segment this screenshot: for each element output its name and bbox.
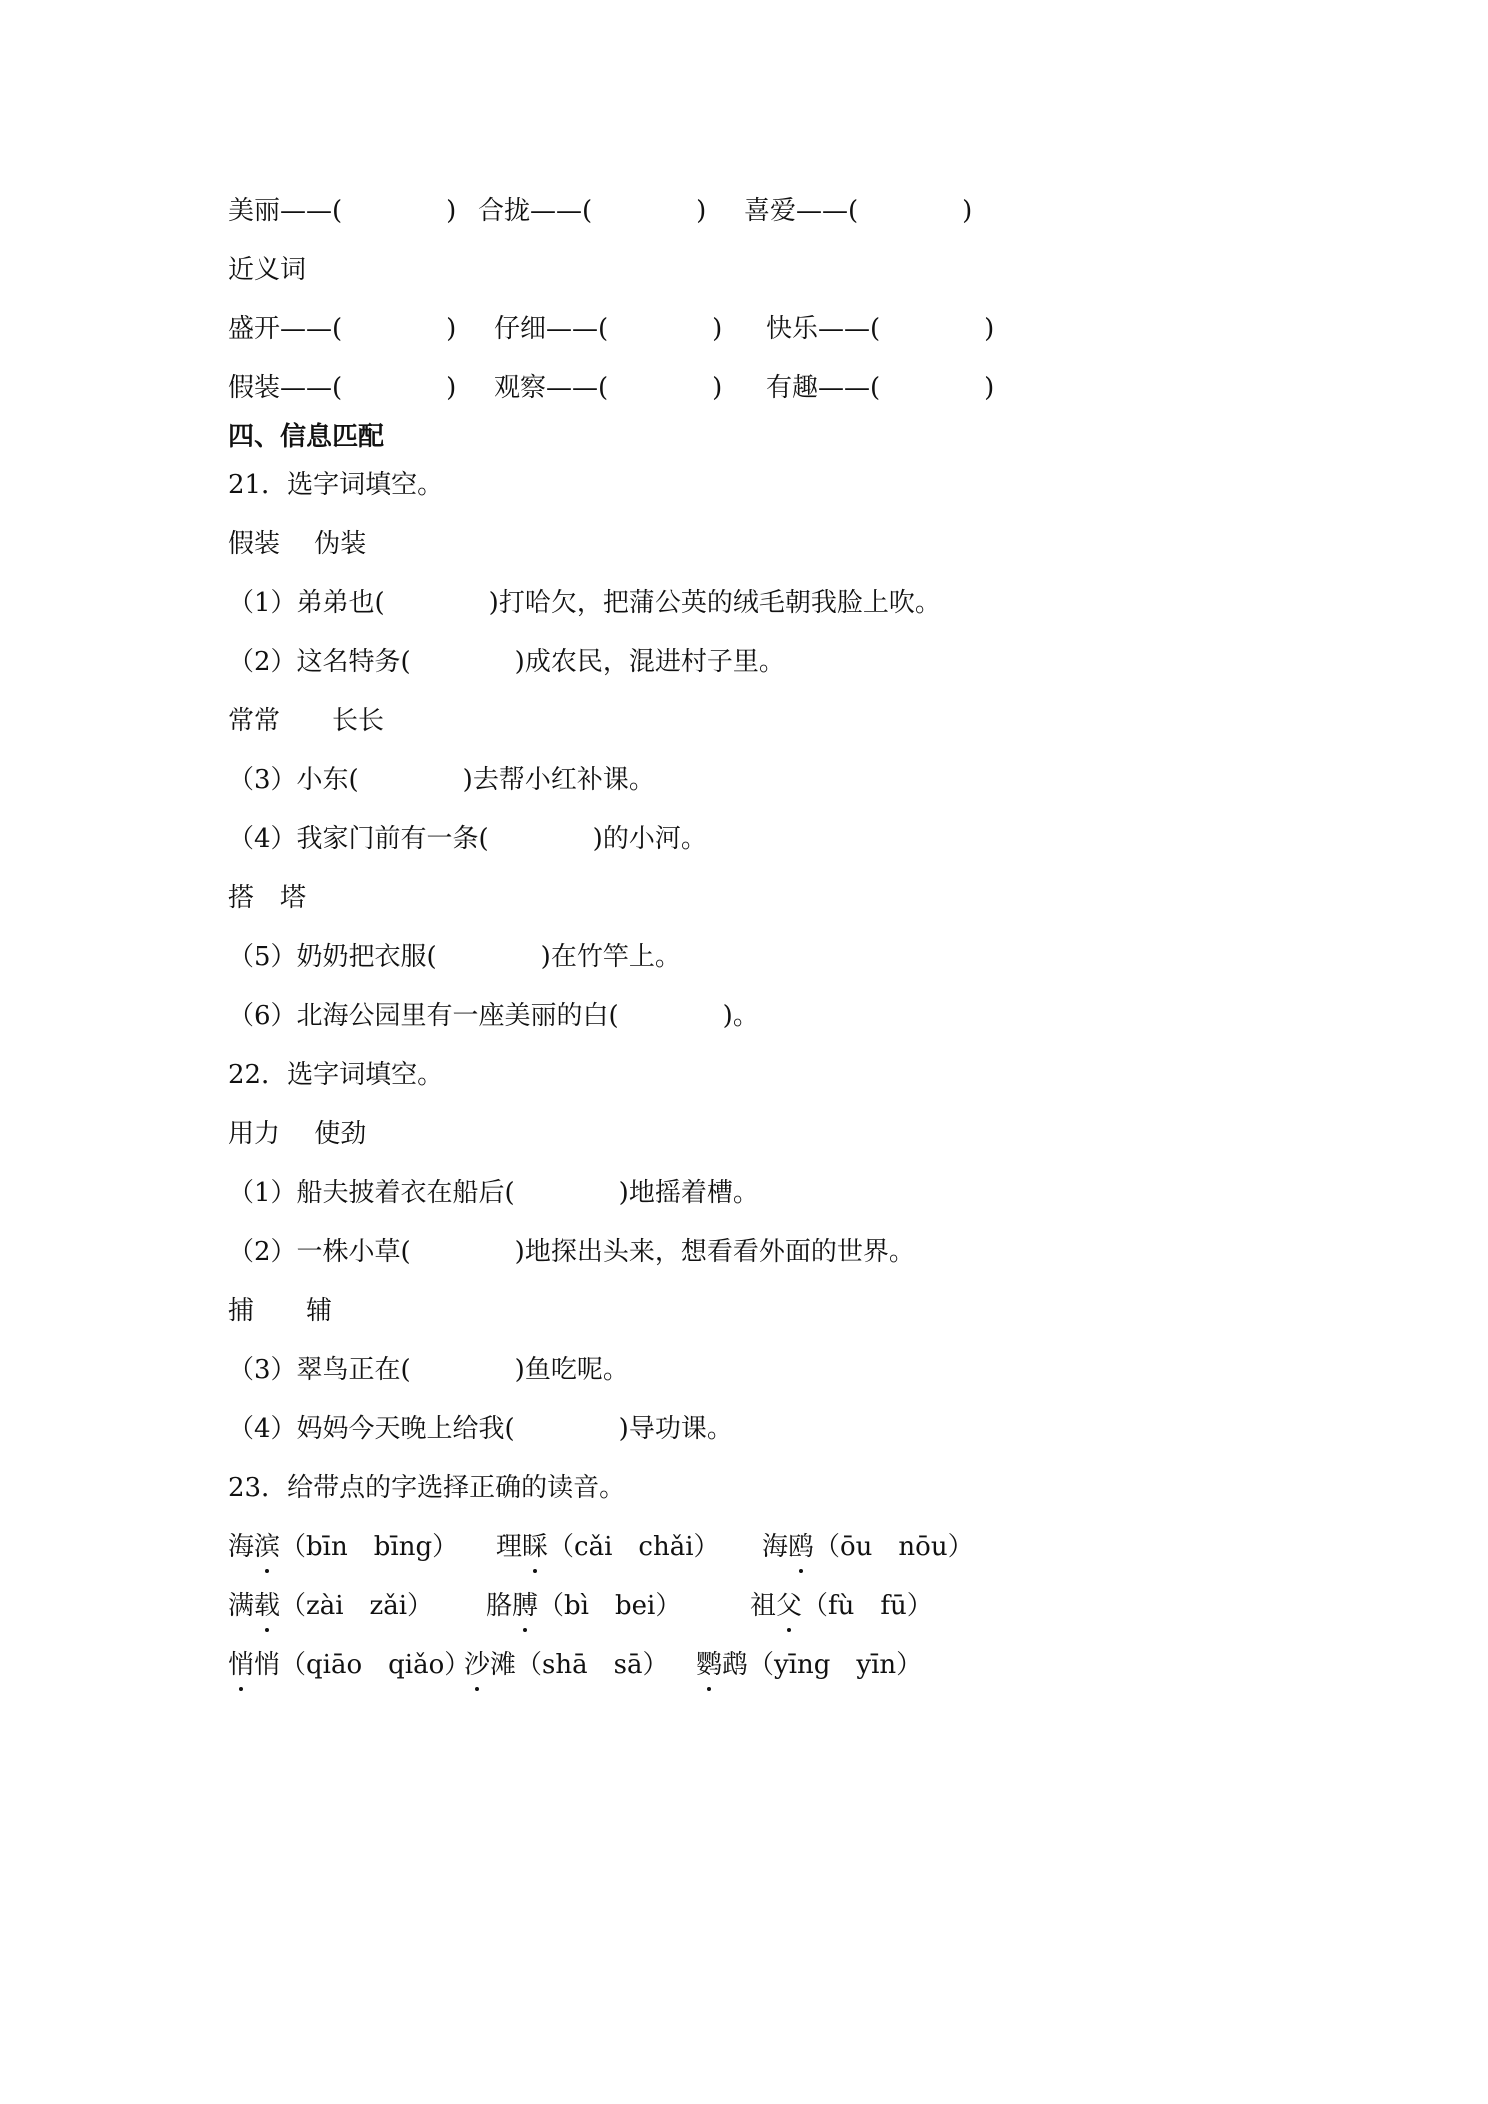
pinyin-options: （yīng yīn） [748,1650,923,1680]
synonym-row [228,371,995,405]
fill-sentence: （1）弟弟也( )打哈欠，把蒲公英的绒毛朝我脸上吹。 [228,588,941,618]
word-choices: 常常 长长 [228,706,385,736]
pinyin-item: 沙滩（shā sā） [464,1650,669,1680]
pinyin-item: 满载（zài zǎi） [228,1591,434,1621]
question-title: 23．给带点的字选择正确的读音。 [228,1473,626,1503]
pinyin-options: （fù fū） [802,1591,933,1621]
fill-sentence: （4）妈妈今天晚上给我( )导功课。 [228,1414,733,1444]
pinyin-row [228,1530,974,1564]
pinyin-options: （bīn bīng） [280,1532,459,1562]
pinyin-options: （shā sā） [516,1650,669,1680]
synonym-item: 快乐——( ) [766,314,995,344]
fill-sentence: （6）北海公园里有一座美丽的白( )。 [228,1001,759,1031]
pinyin-row [228,1589,933,1623]
fill-sentence: （2）这名特务( )成农民，混进村子里。 [228,647,785,677]
section-title: 四、信息匹配 [228,422,385,452]
dotted-char: 沙 [464,1650,491,1680]
synonym-item: 观察——( ) [494,373,723,403]
fill-sentence: （5）奶奶把衣服( )在竹竿上。 [228,942,681,972]
antonym-item: 美丽——( ) [228,196,457,226]
pinyin-item: 理睬（cǎi chǎi） [496,1532,720,1562]
synonym-heading: 近义词 [228,255,307,285]
question-title: 21．选字词填空。 [228,470,444,500]
pinyin-item: 祖父（fù fū） [750,1591,933,1621]
pinyin-item: 海鸥（ōu nōu） [762,1532,974,1562]
dotted-char: 滨 [254,1532,281,1562]
dotted-char: 载 [254,1591,281,1621]
dotted-char: 鹦 [696,1650,723,1680]
fill-sentence: （1）船夫披着衣在船后( )地摇着槽。 [228,1178,759,1208]
dotted-char: 悄 [228,1650,255,1680]
pinyin-options: （zài zǎi） [280,1591,434,1621]
pinyin-item: 胳膊（bì bei） [486,1591,682,1621]
fill-sentence: （3）小东( )去帮小红补课。 [228,765,655,795]
antonym-item: 喜爱——( ) [744,196,973,226]
synonym-item: 有趣——( ) [766,373,995,403]
fill-sentence: （2）一株小草( )地探出头来，想看看外面的世界。 [228,1237,915,1267]
dotted-char: 膊 [512,1591,539,1621]
dotted-char: 睬 [522,1532,549,1562]
synonym-row [228,312,995,346]
pinyin-options: （bì bei） [538,1591,682,1621]
pinyin-options: （qiāo qiǎo） [280,1650,471,1680]
pinyin-item: 海滨（bīn bīng） [228,1532,459,1562]
pinyin-options: （ōu nōu） [814,1532,974,1562]
word-choices: 捕 辅 [228,1296,333,1326]
pinyin-options: （cǎi chǎi） [548,1532,720,1562]
synonym-item: 假装——( ) [228,373,457,403]
word-choices: 搭 塔 [228,883,307,913]
question-title: 22．选字词填空。 [228,1060,444,1090]
word-choices: 用力 使劲 [228,1119,367,1149]
word-choices: 假装 伪装 [228,529,367,559]
synonym-item: 仔细——( ) [494,314,723,344]
antonym-row [228,194,973,228]
pinyin-item: 悄悄（qiāo qiǎo） [228,1650,471,1680]
dotted-char: 鸥 [788,1532,815,1562]
dotted-char: 父 [776,1591,803,1621]
antonym-item: 合拢——( ) [478,196,707,226]
synonym-item: 盛开——( ) [228,314,457,344]
fill-sentence: （3）翠鸟正在( )鱼吃呢。 [228,1355,629,1385]
pinyin-item: 鹦鹉（yīng yīn） [696,1650,923,1680]
fill-sentence: （4）我家门前有一条( )的小河。 [228,824,707,854]
pinyin-row [228,1648,923,1682]
